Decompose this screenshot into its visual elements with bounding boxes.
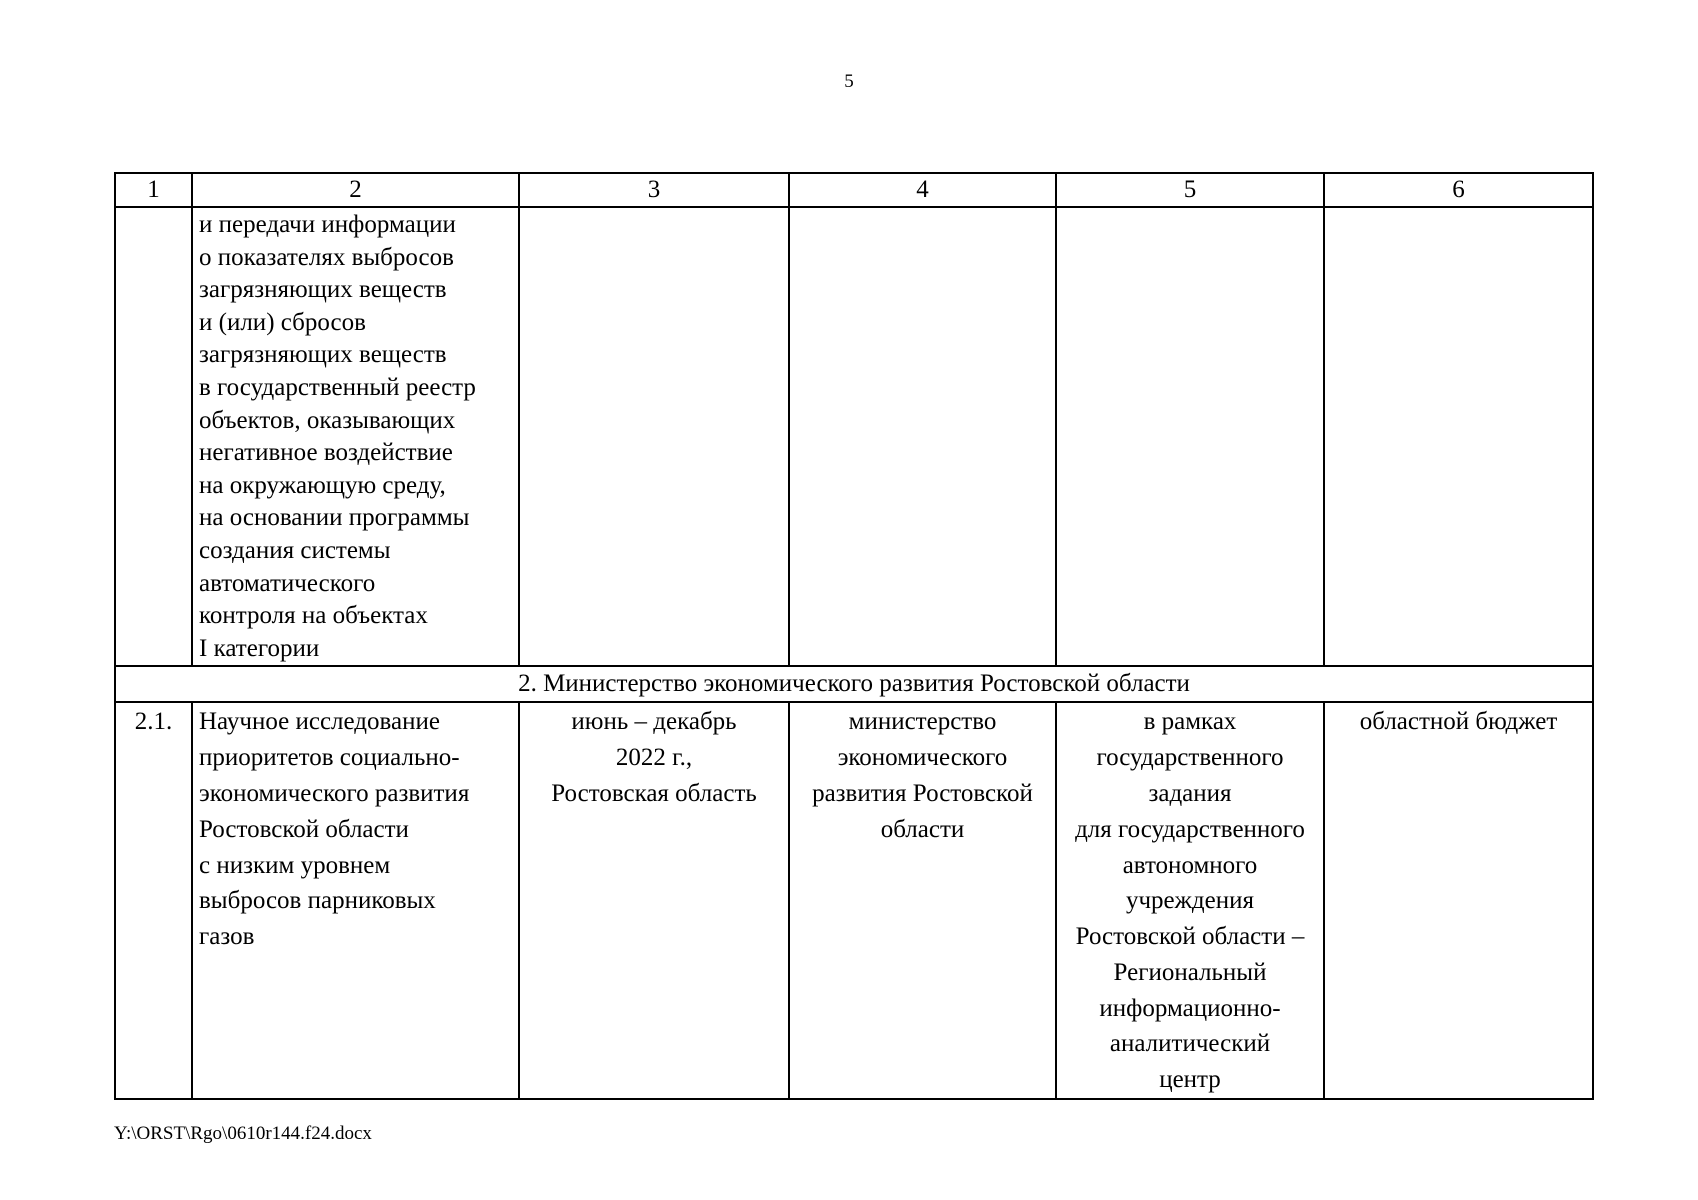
funding-text [1325, 703, 1592, 740]
text-line: с низким уровнем [199, 851, 391, 879]
text-line: развития Ростовской [812, 779, 1033, 807]
section-title: 2. Министерство экономического развития Ростовской области [115, 666, 1593, 702]
deadline-text [520, 703, 788, 811]
page-number: 5 [844, 71, 854, 92]
table-row-continuation [115, 207, 1593, 666]
basis-text [1057, 703, 1323, 1098]
text-line: министерство [848, 708, 997, 736]
cell-deadline-empty [519, 207, 789, 666]
row-number: 2.1. [134, 708, 173, 736]
activity-continuation-text [199, 208, 516, 665]
cell-basis-empty [1056, 207, 1324, 666]
cell-number-empty [115, 207, 192, 666]
text-line: контроля на объектах [199, 602, 428, 630]
text-line: загрязняющих веществ [199, 276, 447, 304]
header-cell-2: 2 [192, 173, 519, 207]
text-line: июнь – декабрь [571, 708, 737, 736]
cell-funding [1324, 702, 1593, 1099]
plan-table [114, 172, 1594, 1100]
cell-number [115, 702, 192, 1099]
header-cell-6: 6 [1324, 173, 1593, 207]
text-line: и (или) сбросов [199, 308, 366, 336]
text-line: I категории [199, 634, 320, 662]
text-line: на основании программы [199, 504, 470, 532]
cell-activity [192, 702, 519, 1099]
text-line: Ростовской области [199, 815, 409, 843]
text-line: Научное исследование [199, 708, 440, 736]
cell-executor-empty [789, 207, 1056, 666]
header-cell-1: 1 [115, 173, 192, 207]
text-line: загрязняющих веществ [199, 341, 447, 369]
text-line: Региональный [1113, 958, 1267, 986]
text-line: государственного [1096, 744, 1284, 772]
footer-file-path: Y:\ORST\Rgo\0610r144.f24.docx [114, 1123, 372, 1144]
text-line: в рамках [1143, 708, 1237, 736]
header-cell-3: 3 [519, 173, 789, 207]
table-section-row [115, 666, 1593, 702]
text-line: выбросов парниковых [199, 887, 436, 915]
text-line: создания системы [199, 536, 391, 564]
cell-deadline [519, 702, 789, 1099]
text-line: 2022 г., [615, 744, 693, 772]
text-line: в государственный реестр [199, 373, 476, 401]
header-cell-4: 4 [789, 173, 1056, 207]
table-header-row [115, 173, 1593, 207]
cell-funding-empty [1324, 207, 1593, 666]
text-line: автономного [1122, 851, 1258, 879]
text-line: негативное воздействие [199, 439, 453, 467]
text-line: области [880, 815, 965, 843]
text-line: и передачи информации [199, 211, 456, 238]
text-line: задания [1148, 779, 1232, 807]
text-line: приоритетов социально- [199, 744, 460, 772]
text-line: газов [199, 923, 255, 951]
text-line: экономического развития [199, 779, 470, 807]
text-line: учреждения [1125, 887, 1254, 915]
text-line: аналитический [1109, 1030, 1271, 1058]
cell-executor [789, 702, 1056, 1099]
activity-text [199, 703, 516, 955]
executor-text [790, 703, 1055, 847]
cell-activity-continuation [192, 207, 519, 666]
header-cell-5: 5 [1056, 173, 1324, 207]
text-line: о показателях выбросов [199, 243, 454, 271]
table-row-2-1 [115, 702, 1593, 1099]
text-line: экономического [837, 744, 1008, 772]
text-line: Ростовская область [551, 779, 757, 807]
cell-basis [1056, 702, 1324, 1099]
text-line: для государственного [1075, 815, 1305, 843]
text-line: областной бюджет [1359, 708, 1558, 736]
text-line: на окружающую среду, [199, 471, 446, 499]
text-line: Ростовской области – [1075, 923, 1305, 951]
text-line: объектов, оказывающих [199, 406, 456, 434]
text-line: информационно- [1099, 994, 1281, 1022]
text-line: центр [1159, 1066, 1221, 1094]
text-line: автоматического [199, 569, 376, 597]
